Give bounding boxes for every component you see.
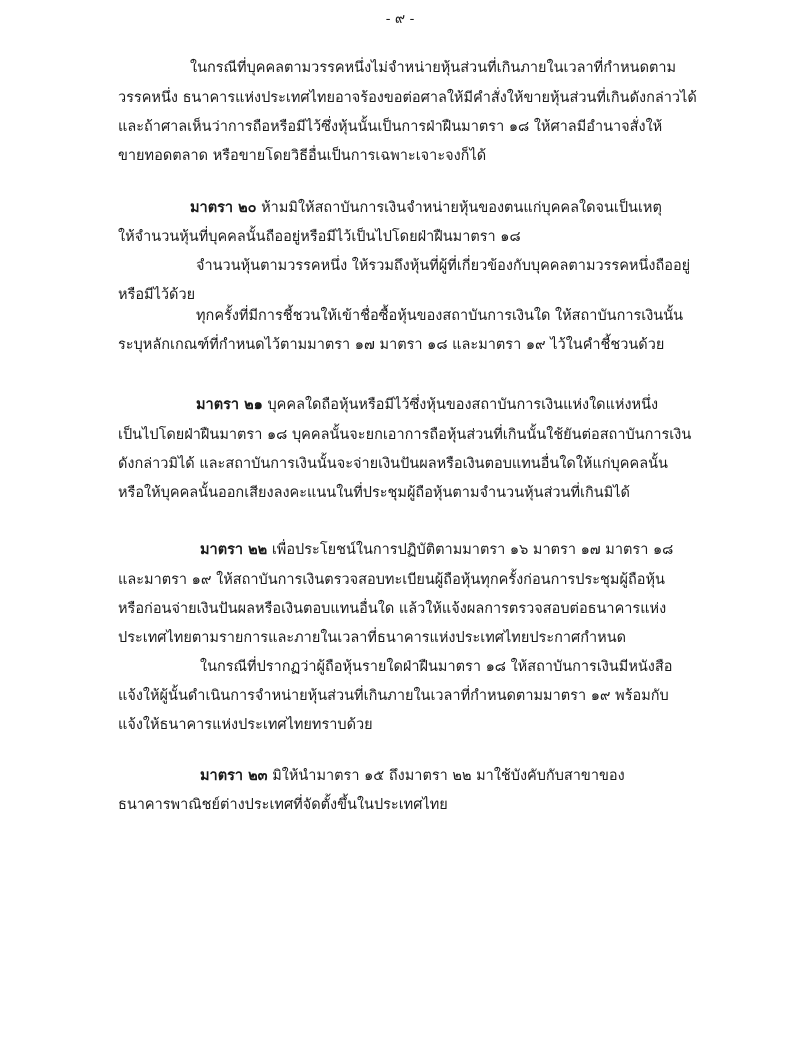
section-22-first-line: [200, 540, 673, 560]
paragraph-line: ทุกครั้งที่มีการชี้ชวนให้เข้าชื่อซื้อหุ้นของสถาบันการเงินใด ให้สถาบันการเงินนั้น: [196, 308, 684, 324]
paragraph-line: ระบุหลักเกณฑ์ที่กำหนดไว้ตามมาตรา ๑๗ มาตรา ๑๘ และมาตรา ๑๙ ไว้ในคำชี้ชวนด้วย: [118, 337, 665, 353]
section-heading: มาตรา ๒๑: [196, 396, 263, 413]
paragraph-line: แจ้งให้ผู้นั้นดำเนินการจำหน่ายหุ้นส่วนที่เกินภายในเวลาที่กำหนดตามมาตรา ๑๙ พร้อมกับ: [118, 688, 669, 704]
paragraph-line: หรือก่อนจ่ายเงินปันผลหรือเงินตอบแทนอื่นใด แล้วให้แจ้งผลการตรวจสอบต่อธนาคารแห่ง: [118, 601, 667, 617]
paragraph-line: ธนาคารพาณิชย์ต่างประเทศที่จัดตั้งขึ้นในประเทศไทย: [118, 797, 448, 813]
paragraph-line: ในกรณีที่บุคคลตามวรรคหนึ่งไม่จำหน่ายหุ้นส่วนที่เกินภายในเวลาที่กำหนดตาม: [190, 60, 677, 76]
section-text: เพื่อประโยชน์ในการปฏิบัติตามมาตรา ๑๖ มาตรา ๑๗ มาตรา ๑๘: [271, 542, 674, 558]
section-text: มิให้นำมาตรา ๑๕ ถึงมาตรา ๒๒ มาใช้บังคับกับสาขาของ: [272, 768, 625, 784]
paragraph-line: หรือมีไว้ด้วย: [118, 287, 196, 303]
section-heading: มาตรา ๒๒: [200, 541, 268, 558]
section-23-first-line: [200, 766, 625, 786]
section-text: บุคคลใดถือหุ้นหรือมีไว้ซึ่งหุ้นของสถาบันการเงินแห่งใดแห่งหนึ่ง: [267, 397, 659, 413]
section-20-first-line: [190, 198, 662, 218]
paragraph-line: ดังกล่าวมิได้ และสถาบันการเงินนั้นจะจ่ายเงินปันผลหรือเงินตอบแทนอื่นใดให้แก่บุคคลนั้น: [118, 456, 668, 472]
section-21-first-line: [196, 395, 658, 415]
page-number: - ๙ -: [385, 11, 415, 27]
paragraph-line: ประเทศไทยตามรายการและภายในเวลาที่ธนาคารแห่งประเทศไทยประกาศกำหนด: [118, 630, 627, 646]
paragraph-line: วรรคหนึ่ง ธนาคารแห่งประเทศไทยอาจร้องขอต่อศาลให้มีคำสั่งให้ขายหุ้นส่วนที่เกินดังกล่าวได้: [118, 90, 697, 106]
section-heading: มาตรา ๒๓: [200, 767, 268, 784]
paragraph-line: จำนวนหุ้นตามวรรคหนึ่ง ให้รวมถึงหุ้นที่ผู้ที่เกี่ยวข้องกับบุคคลตามวรรคหนึ่งถืออยู่: [196, 258, 691, 274]
section-text: ห้ามมิให้สถาบันการเงินจำหน่ายหุ้นของตนแก่บุคคลใดจนเป็นเหตุ: [261, 200, 662, 216]
paragraph-line: ขายทอดตลาด หรือขายโดยวิธีอื่นเป็นการเฉพาะเจาะจงก็ได้: [118, 148, 487, 164]
paragraph-line: แจ้งให้ธนาคารแห่งประเทศไทยทราบด้วย: [118, 717, 373, 733]
section-heading: มาตรา ๒๐: [190, 199, 257, 216]
paragraph-line: และถ้าศาลเห็นว่าการถือหรือมีไว้ซึ่งหุ้นนั้นเป็นการฝ่าฝืนมาตรา ๑๘ ให้ศาลมีอำนาจสั่งให้: [118, 119, 663, 135]
paragraph-line: และมาตรา ๑๙ ให้สถาบันการเงินตรวจสอบทะเบียนผู้ถือหุ้นทุกครั้งก่อนการประชุมผู้ถือหุ้น: [118, 572, 665, 588]
paragraph-line: เป็นไปโดยฝ่าฝืนมาตรา ๑๘ บุคคลนั้นจะยกเอาการถือหุ้นส่วนที่เกินนั้นใช้ยันต่อสถาบันการเงิน: [118, 427, 692, 443]
paragraph-line: ให้จำนวนหุ้นที่บุคคลนั้นถืออยู่หรือมีไว้เป็นไปโดยฝ่าฝืนมาตรา ๑๘: [118, 229, 521, 245]
paragraph-line: ในกรณีที่ปรากฏว่าผู้ถือหุ้นรายใดฝ่าฝืนมาตรา ๑๘ ให้สถาบันการเงินมีหนังสือ: [200, 659, 673, 675]
paragraph-line: หรือให้บุคคลนั้นออกเสียงลงคะแนนในที่ประชุมผู้ถือหุ้นตามจำนวนหุ้นส่วนที่เกินมิได้: [118, 485, 630, 501]
